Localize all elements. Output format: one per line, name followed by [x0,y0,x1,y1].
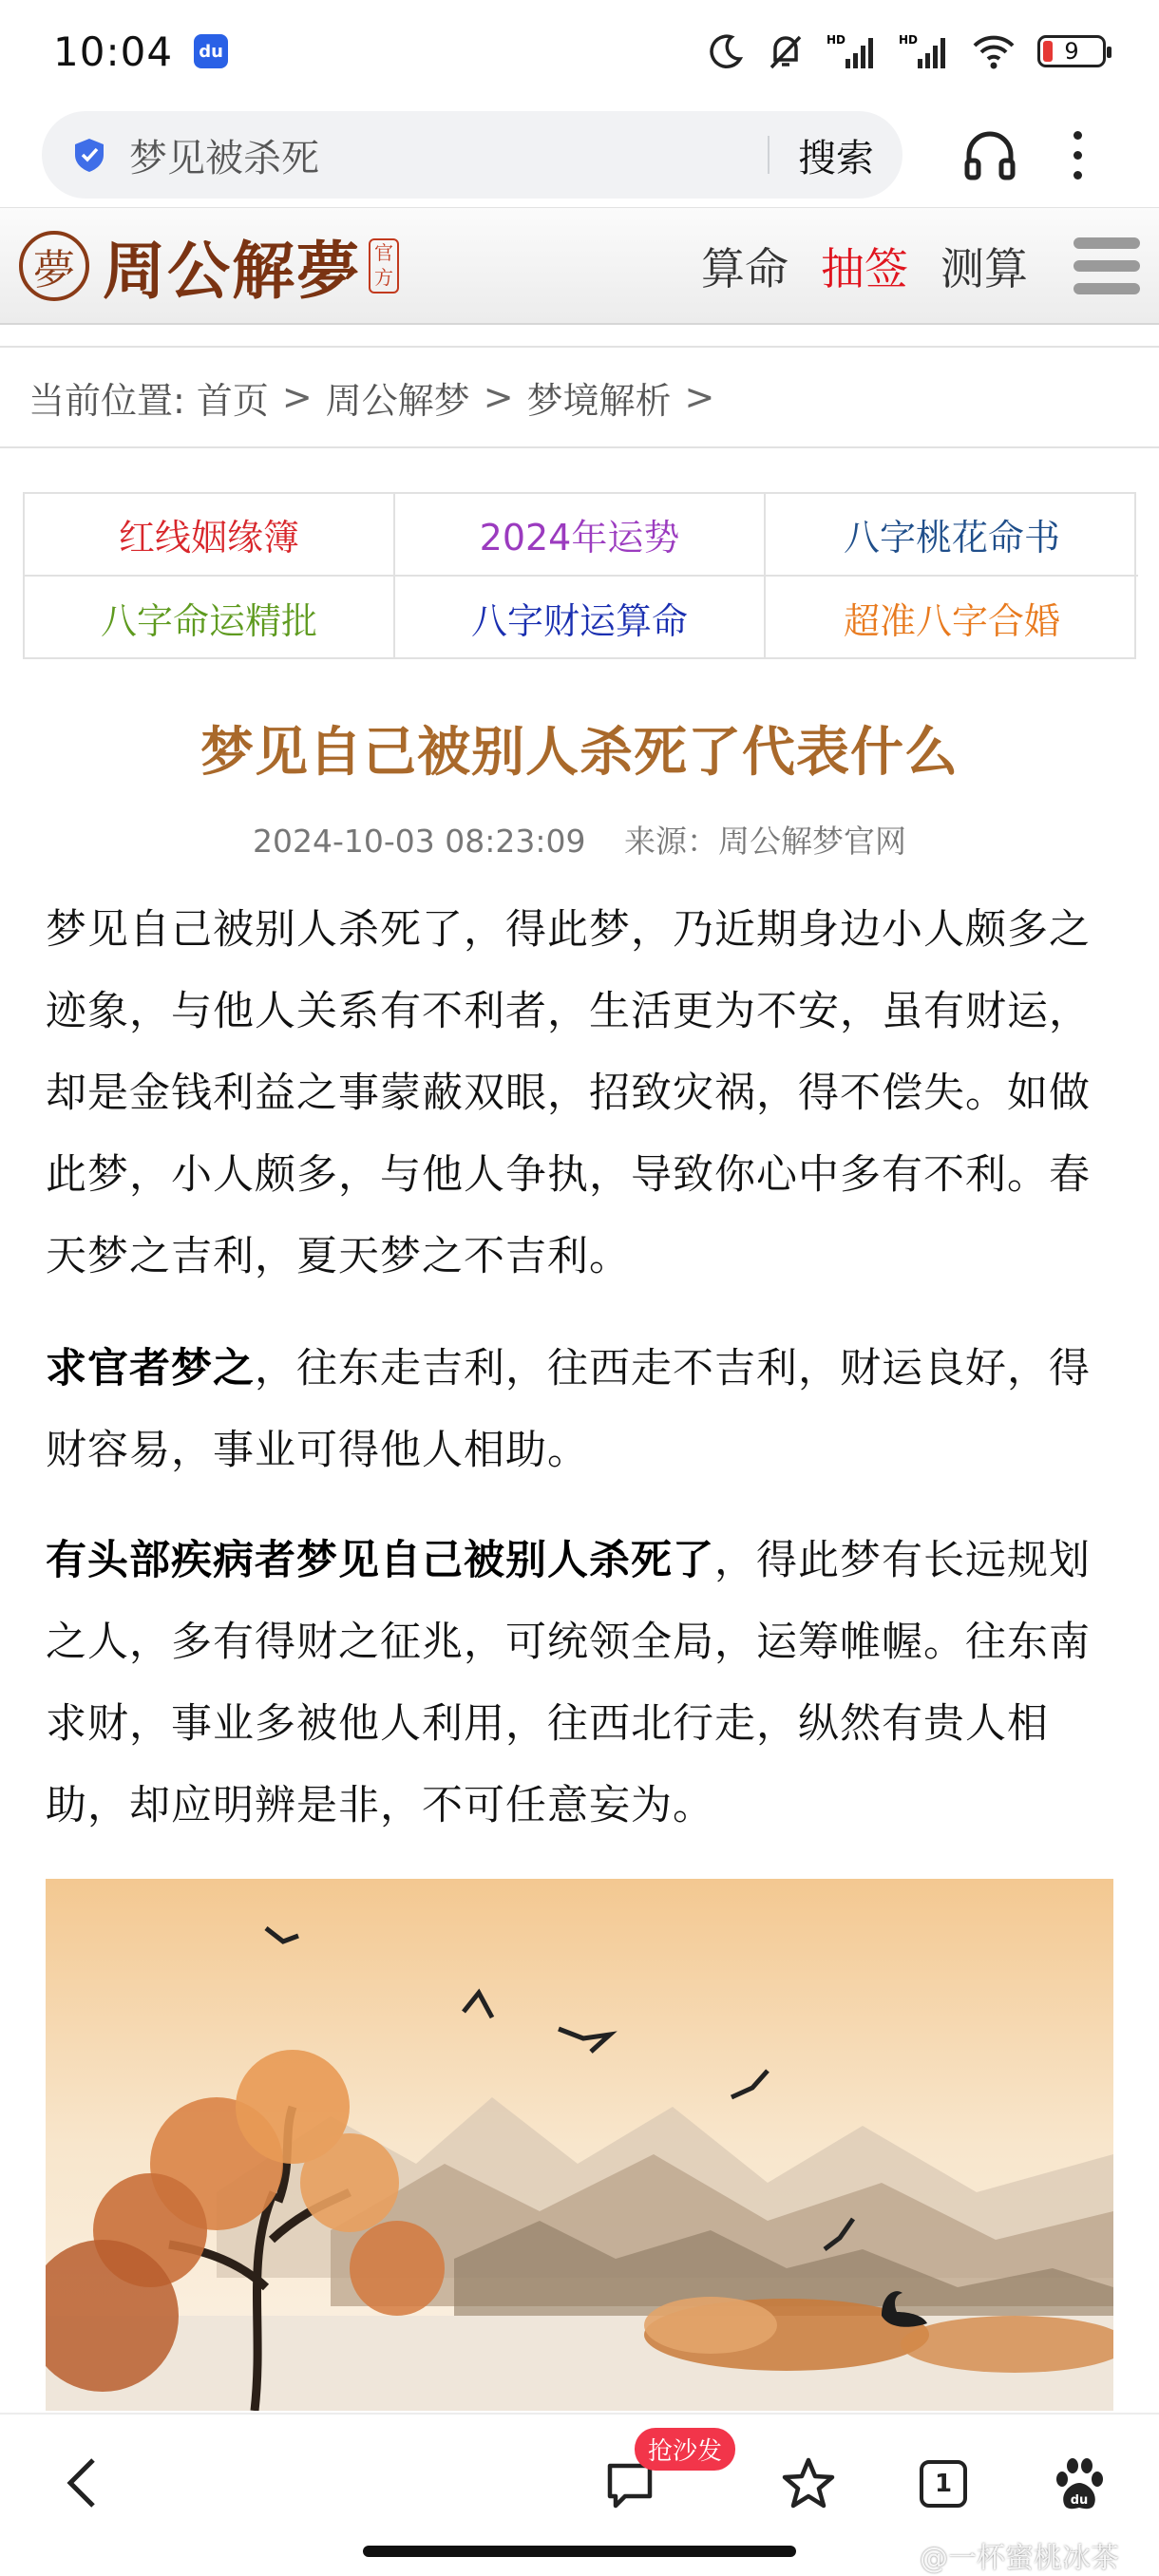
article-source: 周公解梦官网 [717,823,906,860]
source-label: 来源： [623,823,718,860]
status-icons [707,31,1106,71]
search-button[interactable]: 搜索 [798,136,874,180]
tabs-count-button[interactable] [920,2460,967,2508]
nav-chouqian[interactable]: 抽签 [821,242,908,294]
baidu-app-icon: du [194,34,228,68]
more-menu-icon[interactable] [1074,131,1082,180]
signal-2-icon [899,32,950,70]
link-bazi-taohua[interactable]: 八字桃花命书 [766,494,1138,577]
hamburger-menu-icon[interactable] [1074,237,1140,294]
signal-1-icon [826,32,878,70]
svg-text:du: du [1070,2493,1089,2508]
paragraph-2-body: ，往东走吉利，往西走不吉利，财运良好，得财容易，事业可得他人相助。 [46,1345,1091,1474]
nav-suanming[interactable]: 算命 [701,242,788,294]
logo-char: 夢 [33,245,75,294]
watermark: @一杯蜜桃冰茶 [920,2542,1119,2575]
site-logo[interactable]: 周公解夢 [103,234,361,308]
comment-badge[interactable]: 抢沙发 [635,2428,735,2471]
svg-text:HD: HD [899,33,919,47]
nav-cesuan[interactable]: 测算 [940,242,1028,294]
link-bazi-caiyun[interactable]: 八字财运算命 [395,577,766,659]
home-indicator[interactable] [363,2546,796,2557]
breadcrumb-separator: > [281,376,313,418]
site-header [0,207,1159,325]
breadcrumb-separator: > [483,376,514,418]
article-meta [0,817,1159,862]
breadcrumb-separator: > [684,376,715,418]
breadcrumb [0,346,1159,448]
article-title: 梦见自己被别人杀死了代表什么 [200,722,959,784]
search-input[interactable]: 梦见被杀死 [129,136,319,180]
headphone-icon[interactable] [961,126,1018,183]
article-paragraph-2 [46,1328,1119,1491]
landscape-painting [46,1879,1113,2411]
battery-level: 9 [1064,38,1079,65]
link-2024-yunshi[interactable]: 2024年运势 [395,494,766,577]
battery-icon [1037,35,1106,67]
promo-link-grid [23,492,1136,659]
browser-toolbar [0,103,1159,207]
article-paragraph-1: 梦见自己被别人杀死了，得此梦，乃近期身边小人颇多之迹象，与他人关系有不利者，生活更为不安，虽有财运，却是金钱利益之事蒙蔽双眼，招致灾祸，得不偿失。如做此梦，小人颇多，与他人争执，导致你心中多有不利。春天梦之吉利，夏天梦之不吉利。 [46,906,1091,1280]
paragraph-2-lead: 求官者梦之 [46,1345,255,1392]
search-box[interactable] [42,111,902,199]
svg-text:HD: HD [826,33,846,47]
breadcrumb-zhougong[interactable]: 周公解梦 [325,379,470,422]
site-nav [701,235,1140,297]
status-bar [0,0,1159,103]
link-bazi-mingyun[interactable]: 八字命运精批 [25,577,395,659]
article-date: 2024-10-03 08:23:09 [253,823,586,860]
mute-bell-icon [766,31,806,71]
landscape-illustration [46,1879,1113,2411]
article-paragraph-3 [46,1520,1119,1847]
official-seal: 官方 [369,238,399,294]
logo-icon[interactable] [19,231,89,301]
paragraph-3-lead: 有头部疾病者梦见自己被别人杀死了 [46,1537,714,1584]
wifi-icon [971,32,1016,70]
back-icon[interactable] [59,2453,106,2513]
breadcrumb-dream-analysis[interactable]: 梦境解析 [526,379,672,422]
tab-count: 1 [934,2470,953,2498]
paragraph-3-body: ，得此梦有长远规划之人，多有得财之征兆，可统领全局，运筹帷幄。往东南求财，事业多被他人利用，往西北行走，纵然有贵人相助，却应明辨是非，不可任意妄为。 [46,1537,1091,1829]
shield-check-icon [70,136,108,174]
breadcrumb-prefix: 当前位置: [28,379,185,422]
status-time: 10:04 [53,28,174,75]
link-bazi-hehun[interactable]: 超准八字合婚 [843,600,1060,642]
baidu-paw-icon[interactable] [1049,2454,1110,2515]
link-hongxian[interactable]: 红线姻缘簿 [25,494,395,577]
favorite-star-icon[interactable] [779,2454,838,2513]
breadcrumb-home[interactable]: 首页 [196,379,269,422]
moon-icon [707,32,745,70]
divider [768,136,770,174]
